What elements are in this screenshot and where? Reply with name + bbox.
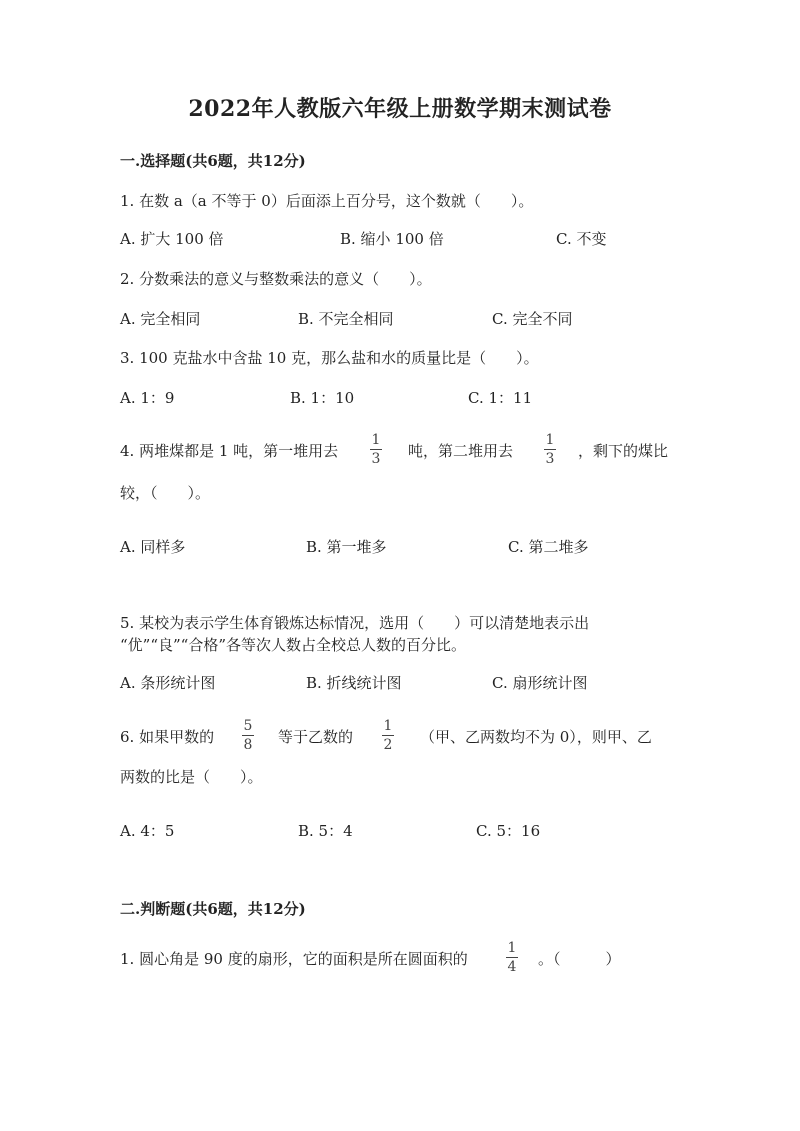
q5-option-a: A. 条形统计图: [120, 674, 216, 692]
question-6-part3: （甲、乙两数均不为 0），则甲、乙: [420, 728, 652, 746]
question-6-part2: 等于乙数的: [278, 728, 354, 746]
fraction-bar: [382, 735, 394, 736]
question-5-line2: “优”“良”“合格”各等次人数占全校总人数的百分比。: [120, 636, 467, 654]
question-5-line1: 5. 某校为表示学生体育锻炼达标情况，选用（ ）可以清楚地表示出: [120, 614, 590, 632]
q6-option-a: A. 4：5: [120, 822, 175, 840]
q2-option-a: A. 完全相同: [120, 310, 201, 328]
judge-question-1-part1: 1. 圆心角是 90 度的扇形，它的面积是所在圆面积的: [120, 950, 468, 968]
q1-option-b: B. 缩小 100 倍: [340, 230, 444, 248]
q4-option-a: A. 同样多: [120, 538, 186, 556]
q5-option-b: B. 折线统计图: [306, 674, 402, 692]
q6-option-c: C. 5：16: [476, 822, 541, 840]
judge-question-1-part2: 。（ ）: [538, 950, 621, 968]
judge-q1-fraction: [506, 940, 518, 975]
judge-q1-fraction-numerator: 1: [507, 940, 517, 956]
q5-option-c: C. 扇形统计图: [492, 674, 588, 692]
q2-option-b: B. 不完全相同: [298, 310, 394, 328]
question-4-part3: ，剩下的煤比: [578, 442, 669, 460]
q6-fraction-2: [382, 718, 394, 753]
question-6-line2: 两数的比是（ ）。: [120, 768, 263, 786]
q4-fraction-1-denominator: 3: [371, 451, 381, 467]
question-4-part2: 吨，第二堆用去: [408, 442, 514, 460]
q4-fraction-1: [370, 432, 382, 467]
question-4-part1: 4. 两堆煤都是 1 吨，第一堆用去: [120, 442, 339, 460]
q6-fraction-2-denominator: 2: [383, 737, 393, 753]
q2-option-c: C. 完全不同: [492, 310, 573, 328]
page-title: 2022年人教版六年级上册数学期末测试卷: [188, 96, 612, 122]
q6-fraction-1-numerator: 5: [243, 718, 253, 734]
q3-option-c: C. 1：11: [468, 389, 533, 407]
q1-option-a: A. 扩大 100 倍: [120, 230, 224, 248]
q4-fraction-2-numerator: 1: [545, 432, 555, 448]
judge-q1-fraction-denominator: 4: [507, 959, 517, 975]
q6-fraction-1-denominator: 8: [243, 737, 253, 753]
fraction-bar: [370, 449, 382, 450]
q4-option-b: B. 第一堆多: [306, 538, 387, 556]
q6-fraction-1: [242, 718, 254, 753]
question-1-text: 1. 在数 a（a 不等于 0）后面添上百分号，这个数就（ ）。: [120, 192, 534, 210]
question-4-line2: 较，（ ）。: [120, 484, 211, 502]
q3-option-b: B. 1：10: [290, 389, 355, 407]
q4-fraction-2: [544, 432, 556, 467]
q4-fraction-2-denominator: 3: [545, 451, 555, 467]
q4-fraction-1-numerator: 1: [371, 432, 381, 448]
question-3-text: 3. 100 克盐水中含盐 10 克，那么盐和水的质量比是（ ）。: [120, 349, 539, 367]
question-2-text: 2. 分数乘法的意义与整数乘法的意义（ ）。: [120, 270, 432, 288]
fraction-bar: [506, 957, 518, 958]
fraction-bar: [544, 449, 556, 450]
section-heading-multiple-choice: 一.选择题(共6题，共12分): [120, 152, 306, 170]
q4-option-c: C. 第二堆多: [508, 538, 589, 556]
q6-fraction-2-numerator: 1: [383, 718, 393, 734]
fraction-bar: [242, 735, 254, 736]
q3-option-a: A. 1：9: [120, 389, 175, 407]
q1-option-c: C. 不变: [556, 230, 607, 248]
q6-option-b: B. 5：4: [298, 822, 353, 840]
section-heading-true-false: 二.判断题(共6题，共12分): [120, 900, 306, 918]
question-6-part1: 6. 如果甲数的: [120, 728, 215, 746]
